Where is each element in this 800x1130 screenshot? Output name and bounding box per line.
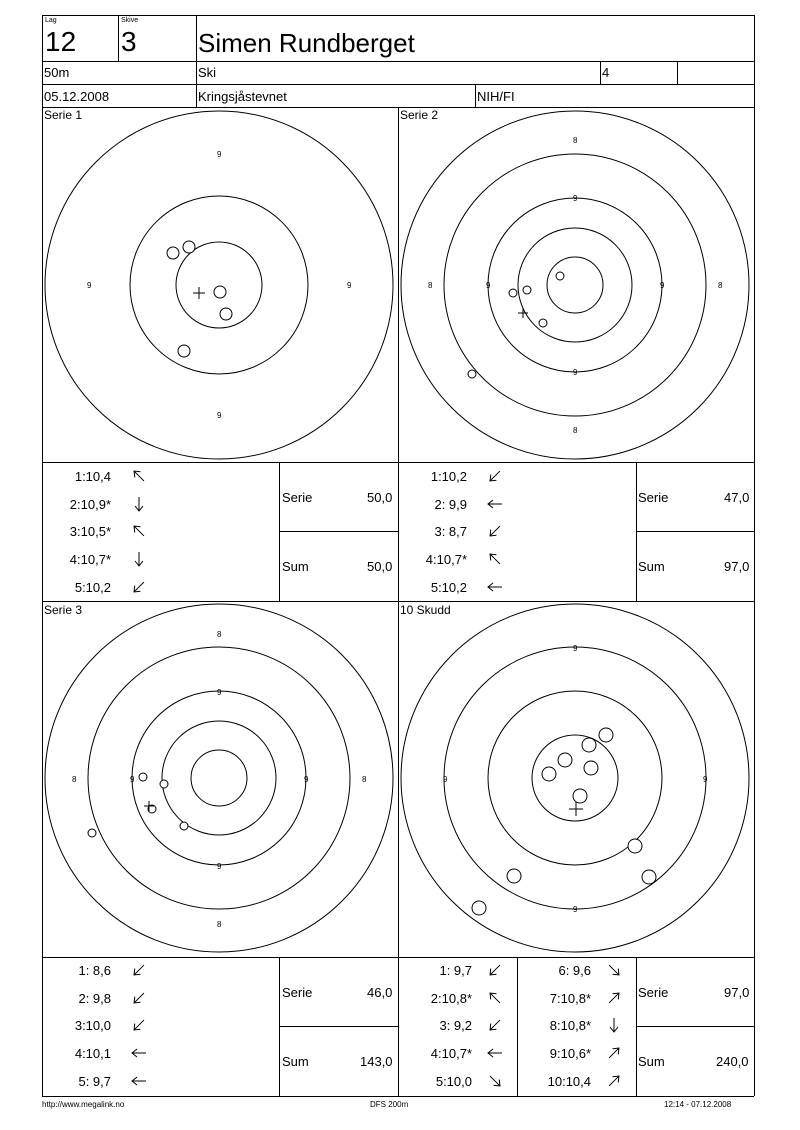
shot-score: 2:10,9* <box>69 496 111 512</box>
shot-hole <box>178 345 190 357</box>
direction-arrow-icon <box>130 1016 148 1034</box>
ring-label: 8 <box>217 920 222 929</box>
shot-score: 7:10,8* <box>549 990 591 1006</box>
shot-hole <box>558 753 572 767</box>
shot-score: 9:10,6* <box>549 1046 591 1062</box>
ring-label: 8 <box>718 281 723 290</box>
direction-arrow-icon <box>130 578 148 596</box>
sum-value: 143,0 <box>360 1054 393 1069</box>
serie-label: Serie <box>638 490 669 505</box>
ring-label: 9 <box>217 688 222 697</box>
shot-hole <box>183 241 195 253</box>
mean-point-marker <box>193 287 205 299</box>
field-4: 4 <box>602 65 610 80</box>
shot-hole <box>468 370 476 378</box>
shot-score: 3: 8,7 <box>434 524 467 540</box>
footer-range: DFS 200m <box>370 1100 409 1109</box>
direction-arrow-icon <box>486 578 504 596</box>
direction-arrow-icon <box>486 989 504 1007</box>
shooter-name: Simen Rundberget <box>198 28 415 58</box>
direction-arrow-icon <box>605 989 623 1007</box>
discipline: Ski <box>198 65 217 80</box>
target-10-skudd <box>398 601 754 957</box>
shot-score: 8:10,8* <box>549 1018 591 1034</box>
shot-score: 2: 9,9 <box>434 496 467 512</box>
serie-value: 97,0 <box>724 985 750 1000</box>
skive-value: 3 <box>121 26 137 57</box>
shot-hole <box>472 901 486 915</box>
direction-arrow-icon <box>130 550 148 568</box>
shot-hole <box>139 773 147 781</box>
shot-score: 1:10,4 <box>74 469 111 484</box>
direction-arrow-icon <box>605 1016 623 1034</box>
direction-arrow-icon <box>130 495 148 513</box>
shot-hole <box>220 308 232 320</box>
sum-label: Sum <box>638 559 665 574</box>
shot-score: 5:10,2 <box>430 579 467 595</box>
shot-hole <box>180 822 188 830</box>
ring-label: 9 <box>703 775 708 784</box>
shot-hole <box>542 767 556 781</box>
ring-label: 8 <box>72 775 77 784</box>
event-name: Kringsjåstevnet <box>198 89 287 104</box>
ring-label: 9 <box>130 775 135 784</box>
ring-label: 9 <box>217 150 222 159</box>
shot-score: 6: 9,6 <box>558 963 591 978</box>
ring-label: 9 <box>304 775 309 784</box>
direction-arrow-icon <box>130 1072 148 1090</box>
footer-url: http://www.megalink.no <box>42 1100 125 1109</box>
target-serie-2 <box>398 107 754 462</box>
direction-arrow-icon <box>486 1072 504 1090</box>
serie-label: Serie <box>282 985 313 1000</box>
shot-hole <box>88 829 96 837</box>
direction-arrow-icon <box>486 467 504 485</box>
ring-label: 9 <box>573 194 578 203</box>
ring-label: 8 <box>573 136 578 145</box>
ring-label: 8 <box>573 426 578 435</box>
shot-score: 10:10,4 <box>547 1073 591 1089</box>
target-serie-1 <box>42 107 398 462</box>
shot-hole <box>584 761 598 775</box>
shot-score: 2: 9,8 <box>78 990 111 1006</box>
sum-value: 240,0 <box>716 1054 749 1069</box>
ring-label: 9 <box>87 281 92 290</box>
shot-hole <box>167 247 179 259</box>
direction-arrow-icon <box>486 961 504 979</box>
target-title-10-skudd: 10 Skudd <box>400 603 451 617</box>
serie-label: Serie <box>638 985 669 1000</box>
shot-hole <box>214 286 226 298</box>
direction-arrow-icon <box>130 989 148 1007</box>
footer-timestamp: 12:14 - 07.12.2008 <box>664 1100 732 1109</box>
shot-hole <box>507 869 521 883</box>
direction-arrow-icon <box>486 550 504 568</box>
direction-arrow-icon <box>130 1044 148 1062</box>
shot-hole <box>509 289 517 297</box>
shot-score: 4:10,7* <box>430 1046 472 1062</box>
ring-label: 8 <box>362 775 367 784</box>
sum-value: 50,0 <box>367 559 393 574</box>
shot-score: 4:10,1 <box>74 1046 111 1062</box>
target-title-serie-1: Serie 1 <box>44 108 83 122</box>
lag-value: 12 <box>45 26 77 57</box>
serie-value: 46,0 <box>367 985 393 1000</box>
direction-arrow-icon <box>486 1016 504 1034</box>
ring-label: 9 <box>573 905 578 914</box>
direction-arrow-icon <box>130 522 148 540</box>
direction-arrow-icon <box>605 1072 623 1090</box>
ring-label: 9 <box>573 644 578 653</box>
shot-score: 3:10,5* <box>69 524 111 540</box>
date: 05.12.2008 <box>44 89 110 104</box>
mean-point-marker <box>569 802 583 816</box>
direction-arrow-icon <box>486 495 504 513</box>
direction-arrow-icon <box>605 1044 623 1062</box>
mean-point-marker <box>518 308 528 318</box>
shot-hole <box>582 738 596 752</box>
shot-score: 1:10,2 <box>430 469 467 484</box>
shot-score: 1: 9,7 <box>439 963 472 978</box>
target-title-serie-2: Serie 2 <box>400 108 439 122</box>
ring-label: 9 <box>486 281 491 290</box>
sum-label: Sum <box>638 1054 665 1069</box>
shot-score: 2:10,8* <box>430 990 472 1006</box>
ring-label: 8 <box>217 630 222 639</box>
sum-label: Sum <box>282 559 309 574</box>
serie-value: 47,0 <box>724 490 750 505</box>
shot-score: 1: 8,6 <box>78 963 111 978</box>
direction-arrow-icon <box>486 522 504 540</box>
shot-hole <box>599 728 613 742</box>
sum-label: Sum <box>282 1054 309 1069</box>
ring-label: 9 <box>347 281 352 290</box>
direction-arrow-icon <box>486 1044 504 1062</box>
direction-arrow-icon <box>605 961 623 979</box>
shot-score: 4:10,7* <box>69 552 111 568</box>
sum-value: 97,0 <box>724 559 750 574</box>
target-title-serie-3: Serie 3 <box>44 603 83 617</box>
club-name: NIH/FI <box>477 89 515 104</box>
shot-hole <box>539 319 547 327</box>
target-serie-3 <box>42 601 398 957</box>
shot-hole <box>642 870 656 884</box>
distance: 50m <box>44 65 70 80</box>
shot-score: 5:10,2 <box>74 579 111 595</box>
direction-arrow-icon <box>130 467 148 485</box>
lag-label: Lag <box>45 17 57 24</box>
shot-hole <box>160 780 168 788</box>
shot-hole <box>573 789 587 803</box>
ring-label: 9 <box>573 368 578 377</box>
shot-score: 5: 9,7 <box>78 1073 111 1089</box>
ring-label: 9 <box>443 775 448 784</box>
serie-label: Serie <box>282 490 313 505</box>
shot-hole <box>556 272 564 280</box>
shot-hole <box>523 286 531 294</box>
shot-score: 3:10,0 <box>74 1018 111 1034</box>
shot-score: 4:10,7* <box>425 552 467 568</box>
serie-value: 50,0 <box>367 490 393 505</box>
ring-label: 9 <box>217 862 222 871</box>
shot-score: 5:10,0 <box>435 1073 472 1089</box>
shot-hole <box>628 839 642 853</box>
skive-label: Skive <box>121 17 139 24</box>
shot-score: 3: 9,2 <box>439 1018 472 1034</box>
ring-label: 8 <box>428 281 433 290</box>
ring-label: 9 <box>217 411 222 420</box>
direction-arrow-icon <box>130 961 148 979</box>
ring-label: 9 <box>660 281 665 290</box>
